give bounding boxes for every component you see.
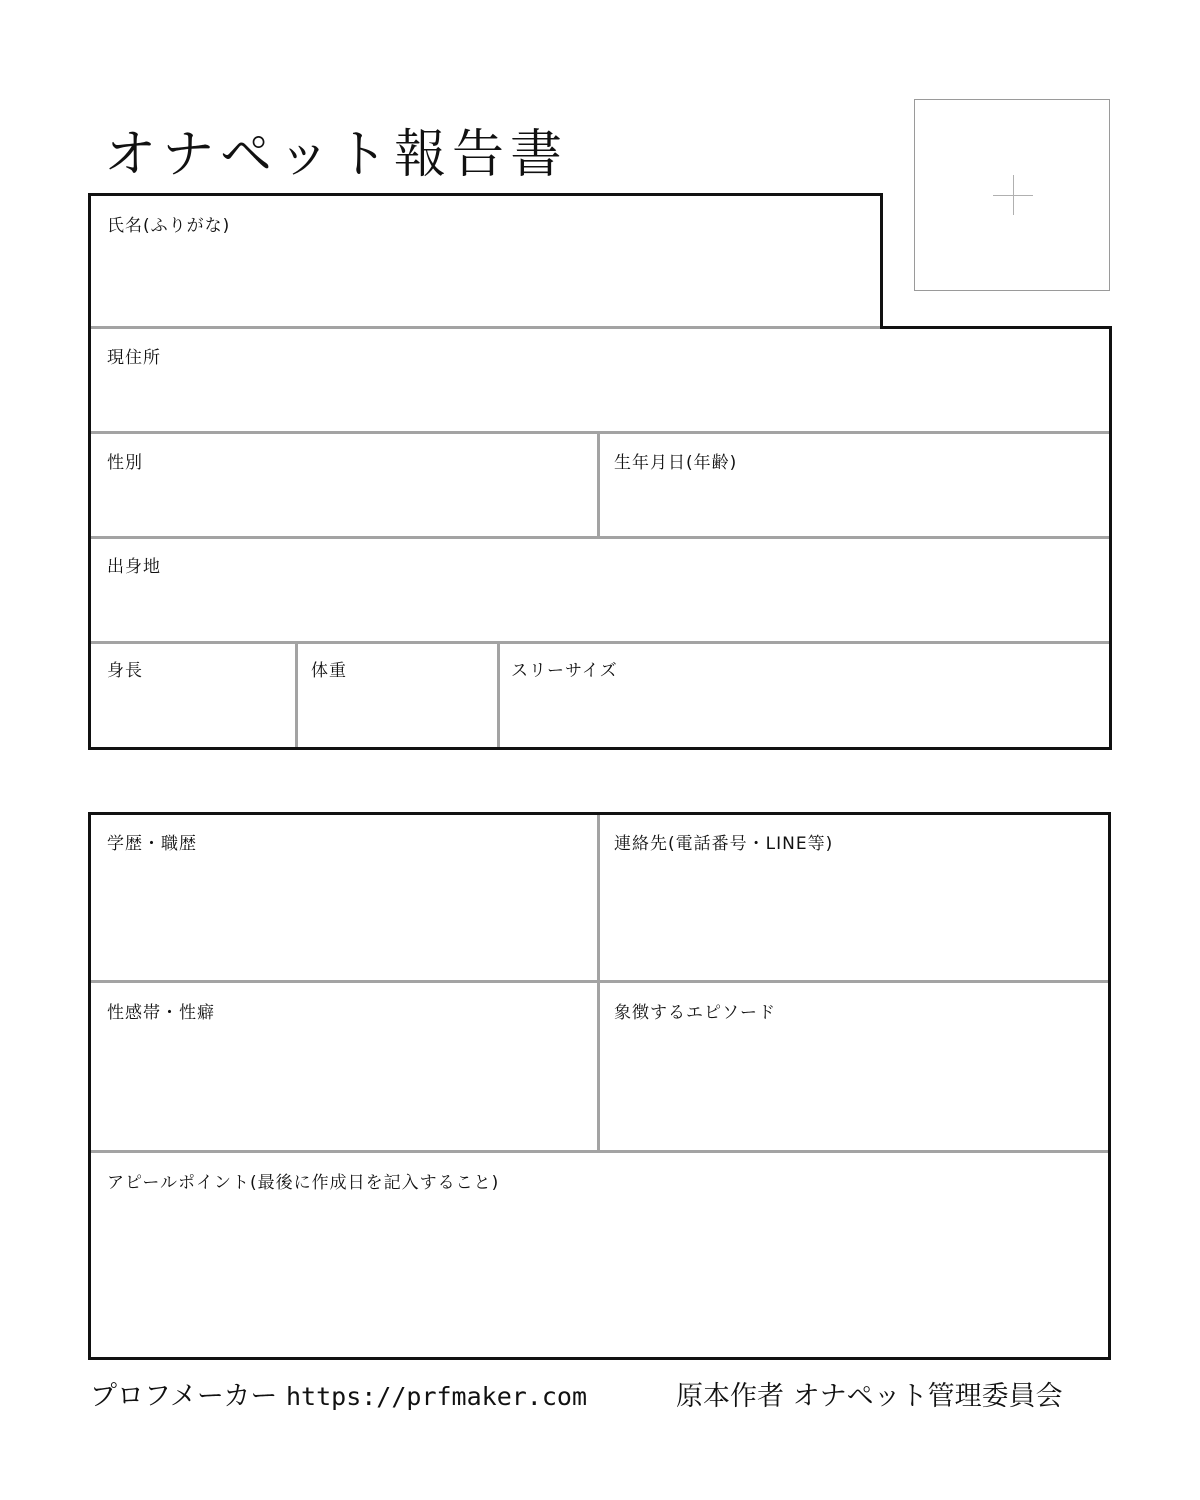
- gender-field[interactable]: [91, 434, 597, 536]
- gender-label: 性別: [107, 453, 143, 473]
- appeal-label: アピールポイント(最後に作成日を記入すること): [107, 1173, 500, 1193]
- footer-author: 原本作者 オナペット管理委員会: [676, 1381, 1063, 1412]
- measurements-label: スリーサイズ: [511, 661, 618, 681]
- weight-label: 体重: [311, 661, 347, 681]
- height-label: 身長: [107, 661, 143, 681]
- erogenous-label: 性感帯・性癖: [107, 1003, 215, 1023]
- maker-url[interactable]: https://prfmaker.com: [285, 1382, 588, 1411]
- maker-label: プロフメーカー: [90, 1381, 278, 1412]
- address-label: 現住所: [107, 348, 161, 368]
- birthplace-label: 出身地: [107, 557, 161, 577]
- history-label: 学歴・職歴: [107, 834, 197, 854]
- episode-label: 象徴するエピソード: [614, 1003, 776, 1023]
- name-label: 氏名(ふりがな): [107, 216, 231, 236]
- footer-maker: [90, 1374, 587, 1413]
- birthday-label: 生年月日(年齢): [614, 453, 738, 473]
- photo-upload-box[interactable]: [914, 99, 1110, 291]
- contact-label: 連絡先(電話番号・LINE等): [614, 834, 834, 854]
- page-title: オナペット報告書: [104, 125, 569, 185]
- birthplace-field[interactable]: [91, 539, 1109, 641]
- address-field[interactable]: [91, 329, 1109, 431]
